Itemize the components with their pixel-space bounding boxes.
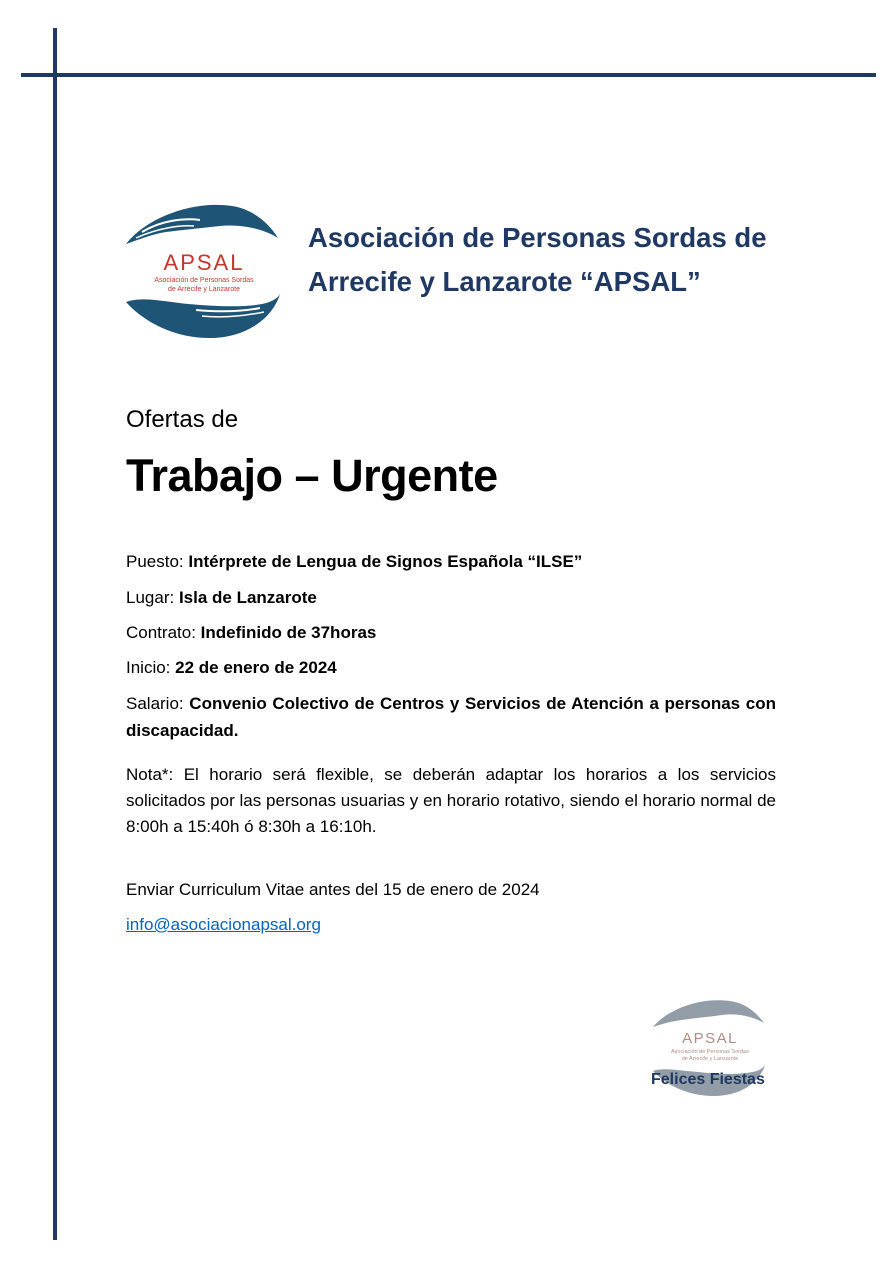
salario-label: Salario: <box>126 694 190 713</box>
footer-logo-sub1: Asociación de Personas Sordas <box>671 1049 749 1055</box>
detail-inicio <box>126 655 337 681</box>
logo-acronym: APSAL <box>163 250 245 275</box>
puesto-label: Puesto: <box>126 552 189 571</box>
organization-name-line2: Arrecife y Lanzarote “APSAL” <box>308 266 701 297</box>
lugar-value: Isla de Lanzarote <box>178 588 317 607</box>
contrato-label: Contrato: <box>126 623 201 642</box>
apsal-logo <box>122 198 284 340</box>
vertical-border-line <box>53 28 57 1240</box>
footer-logo-sub2: de Arrecife y Lanzarote <box>681 1056 739 1062</box>
detail-puesto <box>126 549 582 575</box>
footer-logo-acronym: APSAL <box>682 1030 738 1047</box>
horizontal-border-line <box>21 73 876 77</box>
salario-value: Convenio Colectivo de Centros y Servicios de Atención a personas con discapacidad. <box>126 694 776 740</box>
organization-name <box>308 216 828 304</box>
holiday-greeting: Felices Fiestas <box>651 1071 765 1088</box>
send-cv-instruction: Enviar Curriculum Vitae antes del 15 de enero de 2024 <box>126 880 540 899</box>
inicio-label: Inicio: <box>126 658 176 677</box>
contrato-value: Indefinido de 37horas <box>200 623 377 642</box>
detail-salario <box>126 690 776 744</box>
offer-title: Trabajo – Urgente <box>126 450 498 501</box>
schedule-note: Nota*: El horario será flexible, se deberán adaptar los horarios a los servicios solicitados por las personas usuarias y en horario rotativo, siendo el horario normal de 8:00h a 15:40h ó 8:30h a 16:10h. <box>126 765 776 836</box>
detail-contrato <box>126 620 376 646</box>
offer-pre-title: Ofertas de <box>126 406 239 433</box>
inicio-value: 22 de enero de 2024 <box>175 658 337 677</box>
email-link[interactable]: info@asociacionapsal.org <box>126 915 321 934</box>
logo-subtitle-1: Asociación de Personas Sordas <box>154 277 254 284</box>
organization-name-line1: Asociación de Personas Sordas de <box>308 222 767 253</box>
logo-subtitle-2: de Arrecife y Lanzarote <box>168 286 240 293</box>
puesto-value: Intérprete de Lengua de Signos Española “ILSE” <box>188 552 583 571</box>
lugar-label: Lugar: <box>126 588 179 607</box>
detail-lugar <box>126 585 317 611</box>
